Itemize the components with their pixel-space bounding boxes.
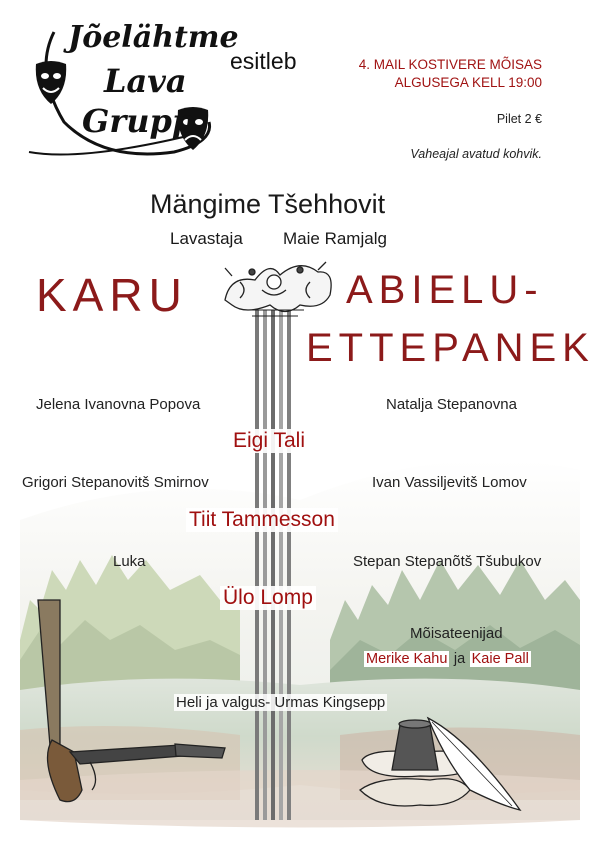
role-smirnov: Grigori Stepanovitš Smirnov [22,474,209,491]
play-title-abielu: ABIELU- [346,268,544,312]
lighting-credit: Heli ja valgus- Urmas Kingsepp [176,694,386,711]
role-lomov: Ivan Vassiljevitš Lomov [372,474,527,491]
cafe-note: Vaheajal avatud kohvik. [410,147,542,161]
role-tsubukov: Stepan Stepanõtš Tšubukov [353,553,542,570]
theatre-masks-icon [34,60,68,106]
logo-line-2: Lava [104,62,187,100]
director-label: Lavastaja [170,229,243,248]
logo-line-1: Jõelähtme [68,20,239,55]
servants-joiner: ja [453,651,466,667]
actor-merike-kahu: Merike Kahu [366,651,448,667]
servants-cast [364,650,531,668]
date-venue: 4. MAIL KOSTIVERE MÕISAS [358,57,542,72]
event-info [359,56,542,92]
headline: Mängime Tšehhovit [150,189,386,219]
actor-kaie-pall: Kaie Pall [471,651,529,667]
actor-eigi-tali: Eigi Tali [230,429,308,453]
role-natalja: Natalja Stepanovna [386,396,517,413]
troupe-logo [24,12,239,162]
play-title-karu: KARU [36,269,188,321]
presents-label: esitleb [230,48,297,74]
role-luka: Luka [113,553,146,570]
play-title-ettepanek: ETTEPANEK [306,326,595,370]
ticket-price: Pilet 2 € [496,112,542,126]
logo-line-3: Grupp [82,102,195,140]
director-name: Maie Ramjalg [283,229,387,248]
actor-tiit-tammesson: Tiit Tammesson [186,508,338,532]
role-popova: Jelena Ivanovna Popova [36,396,201,413]
role-servants: Mõisateenijad [410,625,503,642]
cherub-ornament-icon [225,262,331,316]
start-time: ALGUSEGA KELL 19:00 [394,75,542,90]
actor-ulo-lomp: Ülo Lomp [220,586,316,610]
